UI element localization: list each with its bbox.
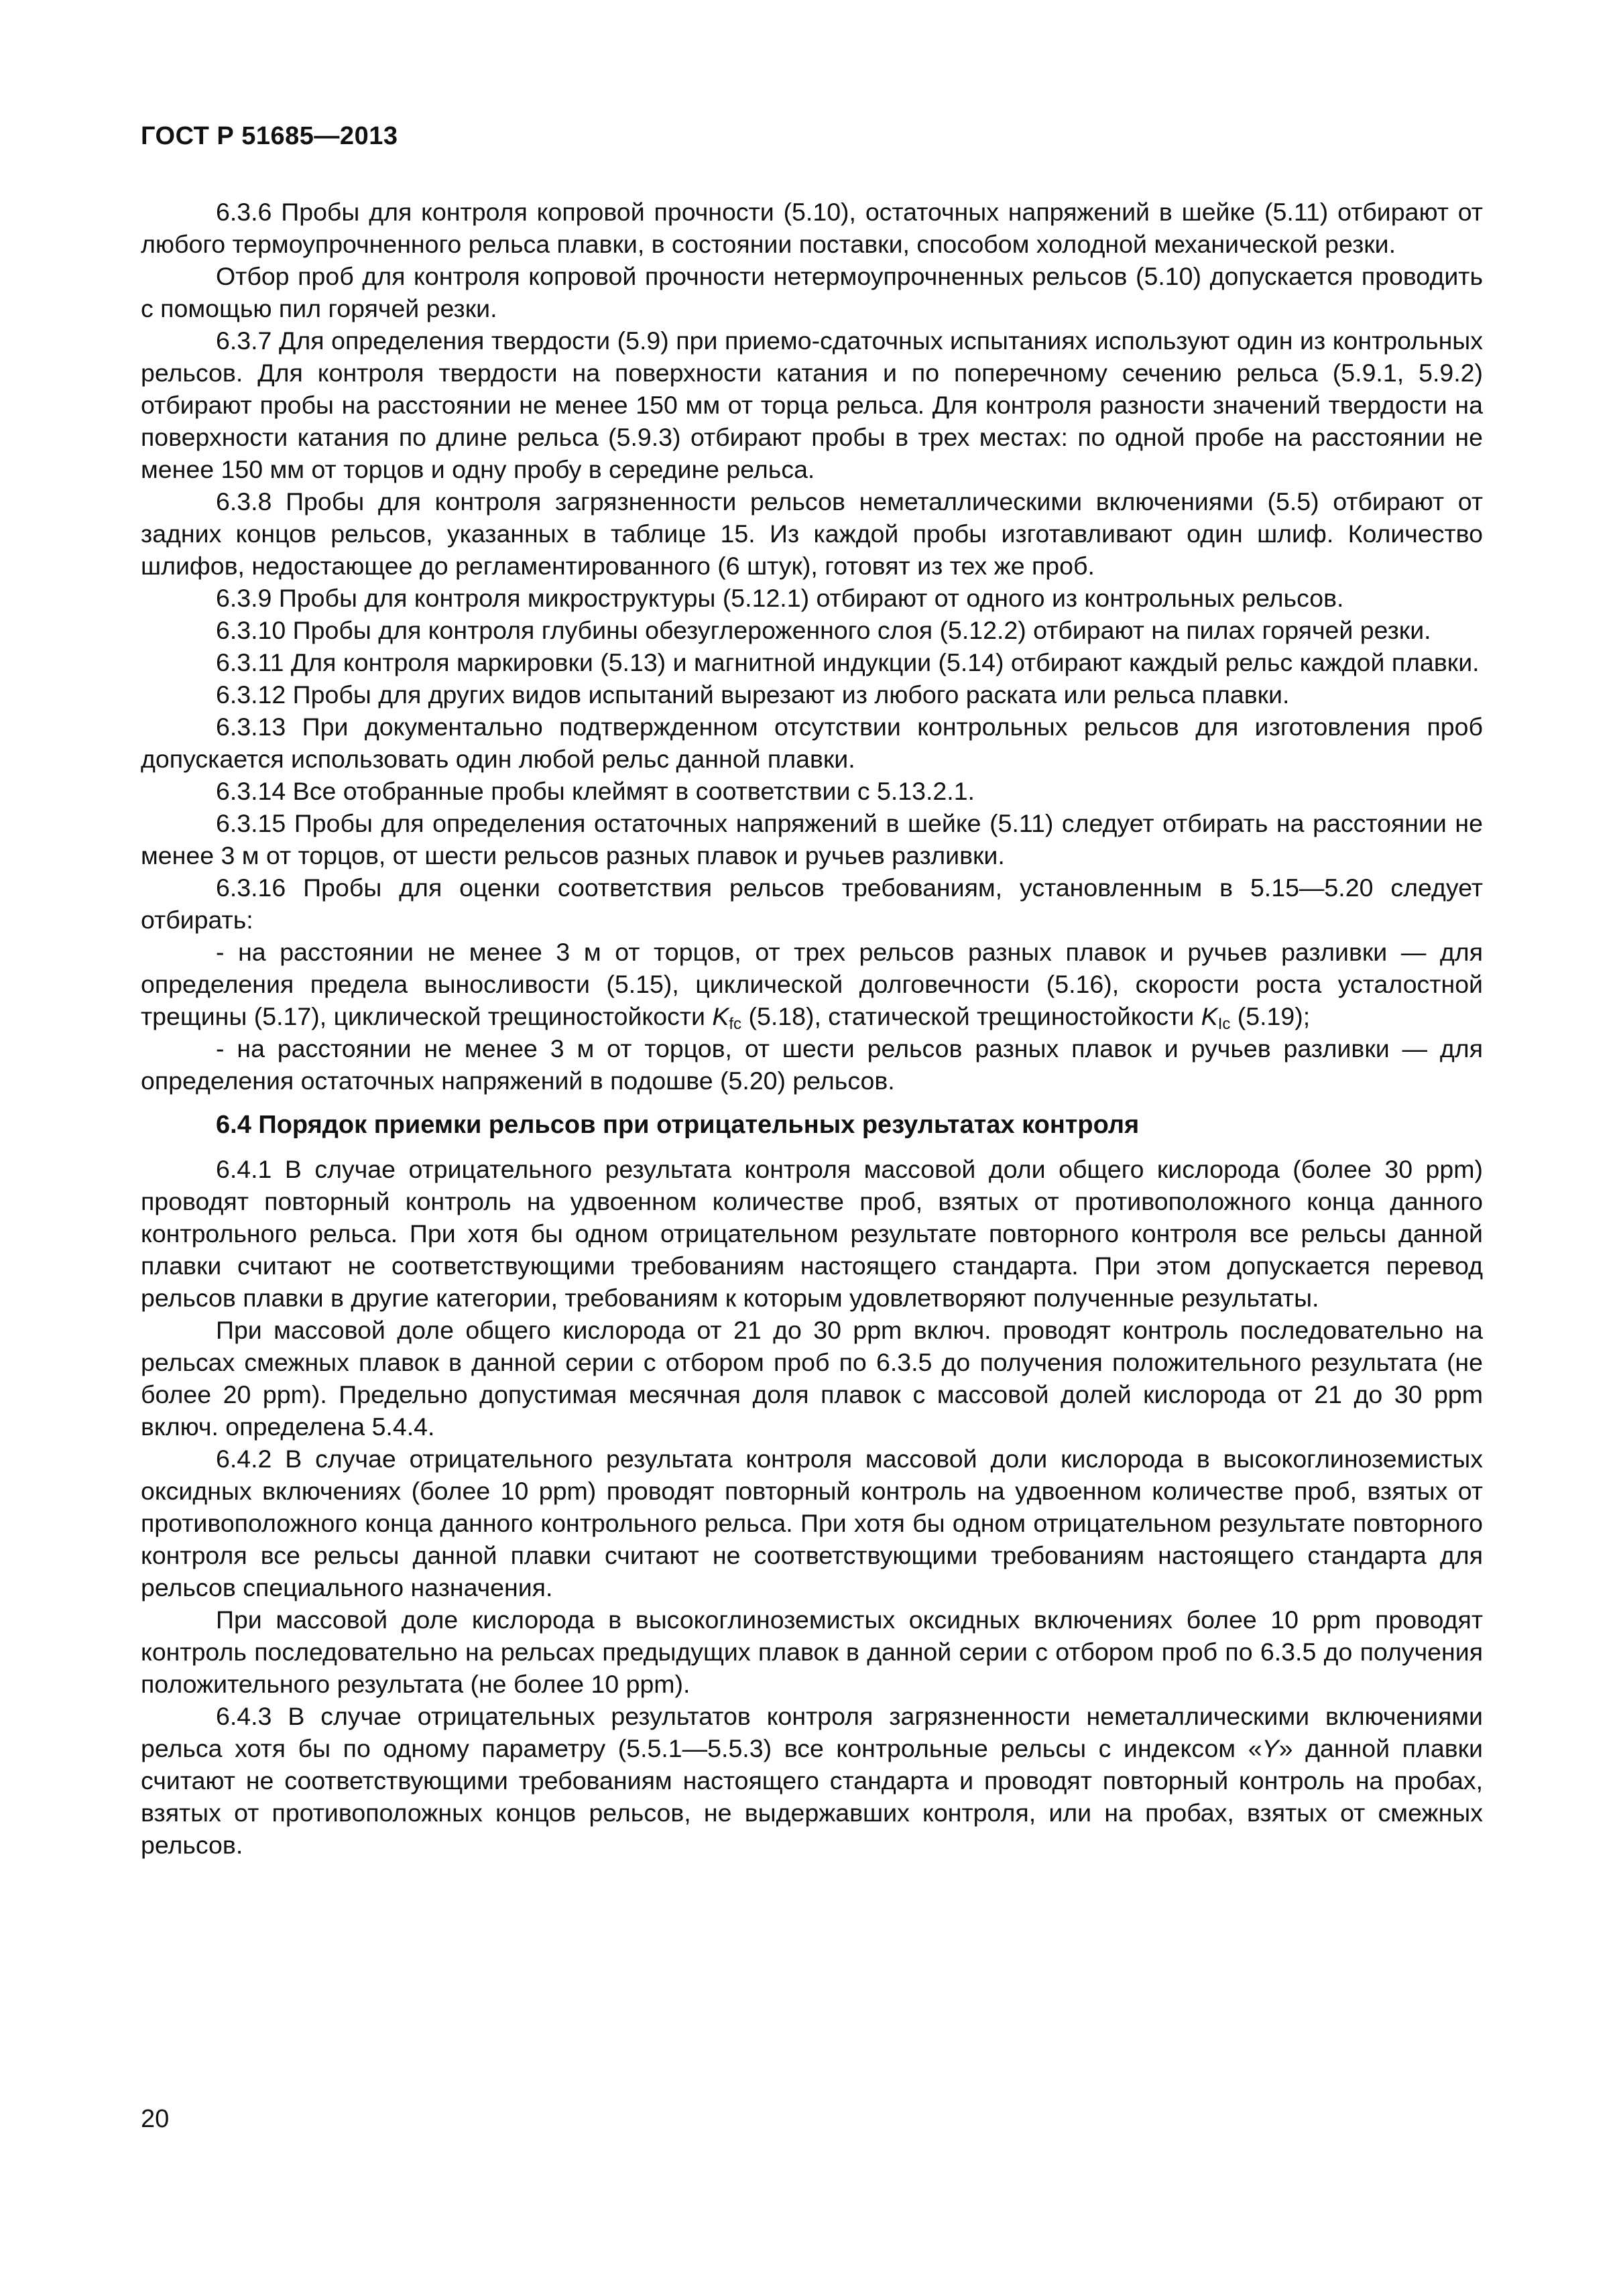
paragraph-6-4-3 [141, 1700, 1483, 1861]
symbol-k-fc-subscript: fc [729, 1015, 742, 1033]
paragraph-6-3-6: 6.3.6 Пробы для контроля копровой прочности (5.10), остаточных напряжений в шейке (5.11) отбирают от любого термоупрочненного рельса плавки, в состоянии поставки, способом холодной механической резки. [141, 198, 1483, 258]
standard-code-header: ГОСТ Р 51685—2013 [141, 122, 398, 150]
paragraph-6-3-14: 6.3.14 Все отобранные пробы клеймят в соответствии с 5.13.2.1. [216, 777, 975, 805]
list-item-text: - на расстоянии не менее 3 м от торцов, от трех рельсов разных плавок и ручьев разливки — для определения предела выносливости (5.15), циклической долговечности (5.16), скорости роста усталостной трещины (5.17), циклической трещиностойкости [141, 938, 1483, 1030]
paragraph-6-3-9: 6.3.9 Пробы для контроля микроструктуры (5.12.1) отбирают от одного из контрольных рельсов. [216, 584, 1344, 612]
paragraph-6-4-1-cont: При массовой доле общего кислорода от 21 до 30 ppm включ. проводят контроль последовательно на рельсах смежных плавок в данной серии с отбором проб по 6.3.5 до получения положительного результата (не более 20 ppm). Предельно допустимая месячная доля плавок с массовой долей кислорода от 21 до 30 ppm включ. определена 5.4.4. [141, 1316, 1483, 1441]
paragraph-6-3-12: 6.3.12 Пробы для других видов испытаний вырезают из любого раската или рельса плавки. [216, 680, 1290, 709]
paragraph-6-3-10: 6.3.10 Пробы для контроля глубины обезуглероженного слоя (5.12.2) отбирают на пилах горячей резки. [216, 616, 1431, 644]
symbol-k-ic: K [1201, 1002, 1218, 1030]
paragraph-6-4-1: 6.4.1 В случае отрицательного результата контроля массовой доли общего кислорода (более 30 ppm) проводят повторный контроль на удвоенном количестве проб, взятых от противоположного конца данного контрольного рельса. При хотя бы одном отрицательном результате повторного контроля все рельсы данной плавки считают не соответствующими требованиям настоящего стандарта. При этом допускается перевод рельсов плавки в другие категории, требованиям к которым удовлетворяют полученные результаты. [141, 1155, 1483, 1312]
paragraph-6-4-2: 6.4.2 В случае отрицательного результата контроля массовой доли кислорода в высокоглиноземистых оксидных включениях (более 10 ppm) проводят повторный контроль на удвоенном количестве проб, взятых от противоположного конца данного контрольного рельса. При хотя бы одном отрицательном результате повторного контроля все рельсы данной плавки считают не соответствующими требованиям настоящего стандарта для рельсов специального назначения. [141, 1445, 1483, 1602]
symbol-k-fc: K [712, 1002, 729, 1030]
paragraph-6-4-2-cont: При массовой доле кислорода в высокоглиноземистых оксидных включениях более 10 ppm проводят контроль последовательно на рельсах предыдущих плавок в данной серии с отбором проб по 6.3.5 до получения положительного результата (не более 10 ppm). [141, 1606, 1483, 1698]
document-body [141, 196, 1483, 1861]
paragraph-6-3-7: 6.3.7 Для определения твердости (5.9) при приемо-сдаточных испытаниях используют один из контрольных рельсов. Для контроля твердости на поверхности катания и по поперечному сечению рельса (5.9.1, 5.9.2) отбирают пробы на расстоянии не менее 150 мм от торца рельса. Для контроля разности значений твердости на поверхности катания по длине рельса (5.9.3) отбирают пробы в трех местах: по одной пробе на расстоянии не менее 150 мм от торцов и одну пробу в середине рельса. [141, 326, 1483, 483]
list-item-text: (5.19); [1230, 1002, 1311, 1030]
list-item-text: (5.18), статической трещиностойкости [741, 1002, 1201, 1030]
paragraph-6-3-8: 6.3.8 Пробы для контроля загрязненности рельсов неметаллическими включениями (5.5) отбирают от задних концов рельсов, указанных в таблице 15. Из каждой пробы изготавливают один шлиф. Количество шлифов, недостающее до регламентированного (6 штук), готовят из тех же проб. [141, 487, 1483, 580]
list-item-residual-stress: - на расстоянии не менее 3 м от торцов, от шести рельсов разных плавок и ручьев разливки — для определения остаточных напряжений в подошве (5.20) рельсов. [141, 1034, 1483, 1095]
page-number: 20 [141, 2105, 170, 2133]
section-heading-6-4: 6.4 Порядок приемки рельсов при отрицательных результатах контроля [216, 1111, 1140, 1139]
paragraph-6-3-15: 6.3.15 Пробы для определения остаточных напряжений в шейке (5.11) следует отбирать на расстоянии не менее 3 м от торцов, от шести рельсов разных плавок и ручьев разливки. [141, 809, 1483, 869]
symbol-k-ic-subscript: Ic [1217, 1015, 1231, 1033]
paragraph-text: 6.4.3 В случае отрицательных результатов контроля загрязненности неметаллическими включениями рельса хотя бы по одному параметру (5.5.1—5.5.3) все контрольные рельсы с индексом « [141, 1702, 1483, 1762]
paragraph-6-3-16: 6.3.16 Пробы для оценки соответствия рельсов требованиям, установленным в 5.15—5.20 следует отбирать: [141, 873, 1483, 934]
paragraph-text: » данной плавки считают не соответствующими требованиям настоящего стандарта и проводят повторный контроль на пробах, взятых от противоположных концов рельсов, не выдержавших контроля, или на пробах, взятых от смежных рельсов. [141, 1734, 1483, 1859]
list-item-fatigue [141, 936, 1483, 1032]
paragraph-6-3-6-cont: Отбор проб для контроля копровой прочности нетермоупрочненных рельсов (5.10) допускается проводить с помощью пил горячей резки. [141, 262, 1483, 322]
paragraph-6-3-11: 6.3.11 Для контроля маркировки (5.13) и магнитной индукции (5.14) отбирают каждый рельс каждой плавки. [216, 648, 1480, 676]
paragraph-6-3-13: 6.3.13 При документально подтвержденном отсутствии контрольных рельсов для изготовления проб допускается использовать один любой рельс данной плавки. [141, 713, 1483, 773]
index-y: Y [1262, 1734, 1279, 1762]
